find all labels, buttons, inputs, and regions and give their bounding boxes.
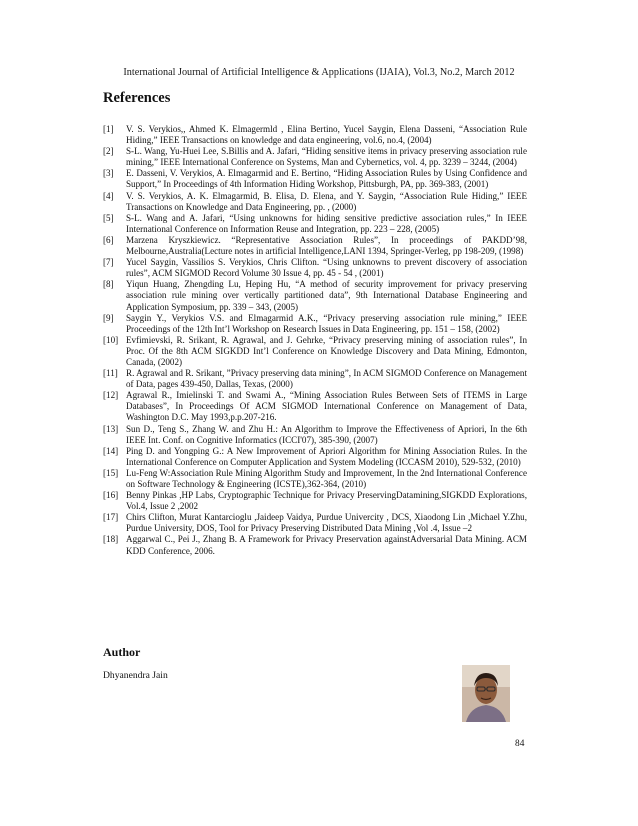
- reference-item: [103, 146, 527, 168]
- reference-number: [11]: [103, 368, 118, 379]
- reference-number: [8]: [103, 279, 114, 290]
- page-number: 84: [515, 739, 525, 749]
- reference-item: [103, 512, 527, 534]
- reference-item: [103, 279, 527, 312]
- reference-text: Marzena Kryszkiewicz. “Representative Association Rules”, In proceedings of PAKDD’98, Melbourne,Australia(Lecture notes in artificial Intelligence,LANI 1394, Springer-Verleg, pp 198-209, (1998): [126, 234, 527, 257]
- reference-text: S-L. Wang, Yu-Huei Lee, S.Billis and A. Jafari, “Hiding sensitive items in privacy preserving association rule mining,” IEEE International Conference on Systems, Man and Cybernetics, vol. 4, pp. 3239 – 3244, (2004): [126, 146, 527, 168]
- reference-item: [103, 368, 527, 390]
- reference-number: [9]: [103, 312, 114, 323]
- reference-item: [103, 168, 527, 190]
- reference-item: [103, 446, 527, 468]
- reference-number: [16]: [103, 490, 119, 501]
- reference-item: [103, 490, 527, 512]
- reference-item: [103, 257, 527, 279]
- author-name: Dhyanendra Jain: [103, 670, 168, 681]
- reference-item: [103, 424, 527, 446]
- reference-number: [14]: [103, 445, 119, 456]
- reference-item: [103, 335, 527, 368]
- reference-item: [103, 534, 527, 556]
- reference-text: Ping D. and Yongping G.: A New Improvement of Apriori Algorithm for Mining Association Rules. In the International Conference on Computer Application and System Modeling (ICCASM 2010), 529-532, (2010): [126, 445, 527, 467]
- reference-number: [10]: [103, 334, 119, 345]
- reference-text: Aggarwal C., Pei J., Zhang B. A Framework for Privacy Preservation againstAdversarial Data Mining. ACM KDD Conference, 2006.: [126, 534, 527, 556]
- reference-number: [1]: [103, 124, 114, 134]
- reference-item: [103, 235, 527, 257]
- reference-text: Benny Pinkas ,HP Labs, Cryptographic Technique for Privacy PreservingDatamining,SIGKDD Explorations, Vol.4, Issue 2 ,2002: [126, 490, 527, 512]
- reference-text: E. Dasseni, V. Verykios, A. Elmagarmid and E. Bertino, “Hiding Association Rules by Using Confidence and Support,” In Proceedings of 4th Information Hiding Workshop, Pittsburgh, PA, pp. 369-383, (2001): [126, 168, 527, 190]
- reference-text: Saygin Y., Verykios V.S. and Elmagarmid A.K., “Privacy preserving association rule mining,” IEEE Proceedings of the 12th Int’l Workshop on Research Issues in Data Engineering, pp. 151 – 158, (2002): [126, 312, 527, 334]
- author-photo: [462, 665, 510, 722]
- reference-text: Sun D., Teng S., Zhang W. and Zhu H.: An Algorithm to Improve the Effectiveness of Apriori, In the 6th IEEE Int. Conf. on Cognitive Informatics (ICCI'07), 385-390, (2007): [126, 423, 527, 445]
- reference-item: [103, 390, 527, 423]
- reference-item: [103, 124, 527, 146]
- reference-number: [4]: [103, 190, 114, 201]
- reference-text: Chirs Clifton, Murat Kantarcioglu ,Jaideep Vaidya, Purdue Univercity , DCS, Xiaodong Lin ,Michael Y.Zhu, Purdue University, DOS, Tool for Privacy Preserving Distributed Data Mining ,Vol .4, Issue –2: [126, 512, 527, 534]
- reference-text: V. S. Verykios,, Ahmed K. Elmagermld , Elina Bertino, Yucel Saygin, Elena Dasseni, “Association Rule Hiding,” IEEE Transactions on knowledge and data engineering, vol.6, no.4, (2004): [126, 124, 527, 146]
- reference-text: Lu-Feng W:Association Rule Mining Algorithm Study and Improvement, In the 2nd International Conference on Software Technology & Engineering (ICSTE),362-364, (2010): [126, 467, 527, 489]
- references-list: [103, 124, 527, 557]
- reference-number: [6]: [103, 234, 114, 245]
- reference-number: [7]: [103, 257, 114, 268]
- reference-text: Evfimievski, R. Srikant, R. Agrawal, and J. Gehrke, “Privacy preserving mining of association rules”, In Proc. Of the 8th ACM SIGKDD Int’l Conference on Knowledge Discovery and Data Mining, Edmonton, Canada, (2002): [126, 334, 527, 367]
- reference-number: [5]: [103, 212, 114, 223]
- reference-text: Agrawal R., Imielinski T. and Swami A., “Mining Association Rules Between Sets of ITEMS in Large Databases”, In Proceedings Of ACM SIGMOD International Conference on Management of Data, Washington D.C. May 1993,p.p.207-216.: [126, 390, 527, 423]
- reference-item: [103, 191, 527, 213]
- reference-item: [103, 213, 527, 235]
- reference-number: [12]: [103, 390, 119, 401]
- references-heading: References: [103, 90, 171, 106]
- reference-text: R. Agrawal and R. Srikant, ”Privacy preserving data mining”, In ACM SIGMOD Conference on Management of Data, pages 439-450, Dallas, Texas, (2000): [126, 368, 527, 390]
- reference-text: Yucel Saygin, Vassilios S. Verykios, Chris Clifton. “Using unknowns to prevent discovery of association rules”, ACM SIGMOD Record Volume 30 Issue 4, pp. 45 - 54 , (2001): [126, 257, 527, 279]
- reference-number: [17]: [103, 512, 119, 523]
- running-header: International Journal of Artificial Intelligence & Applications (IJAIA), Vol.3, No.2, March 2012: [123, 67, 515, 78]
- reference-number: [15]: [103, 467, 119, 478]
- reference-number: [3]: [103, 168, 114, 179]
- reference-number: [13]: [103, 423, 119, 434]
- reference-text: Yiqun Huang, Zhengding Lu, Heping Hu, “A method of security improvement for privacy preserving association rule mining over vertically partitioned data”, 9th International Database Engineering and Application Symposium, pp. 339 – 343, (2005): [126, 279, 527, 312]
- reference-item: [103, 468, 527, 490]
- reference-number: [18]: [103, 534, 119, 545]
- reference-text: S-L. Wang and A. Jafari, “Using unknowns for hiding sensitive predictive association rules,” In IEEE International Conference on Information Reuse and Integration, pp. 223 – 228, (2005): [126, 212, 527, 234]
- reference-number: [2]: [103, 146, 114, 157]
- author-portrait-image: [462, 665, 510, 722]
- reference-text: V. S. Verykios, A. K. Elmagarmid, B. Elisa, D. Elena, and Y. Saygin, “Association Rule Hiding,” IEEE Transactions on Knowledge and Data Engineering, pp. , (2000): [126, 190, 527, 212]
- author-heading: Author: [103, 645, 141, 659]
- reference-item: [103, 313, 527, 335]
